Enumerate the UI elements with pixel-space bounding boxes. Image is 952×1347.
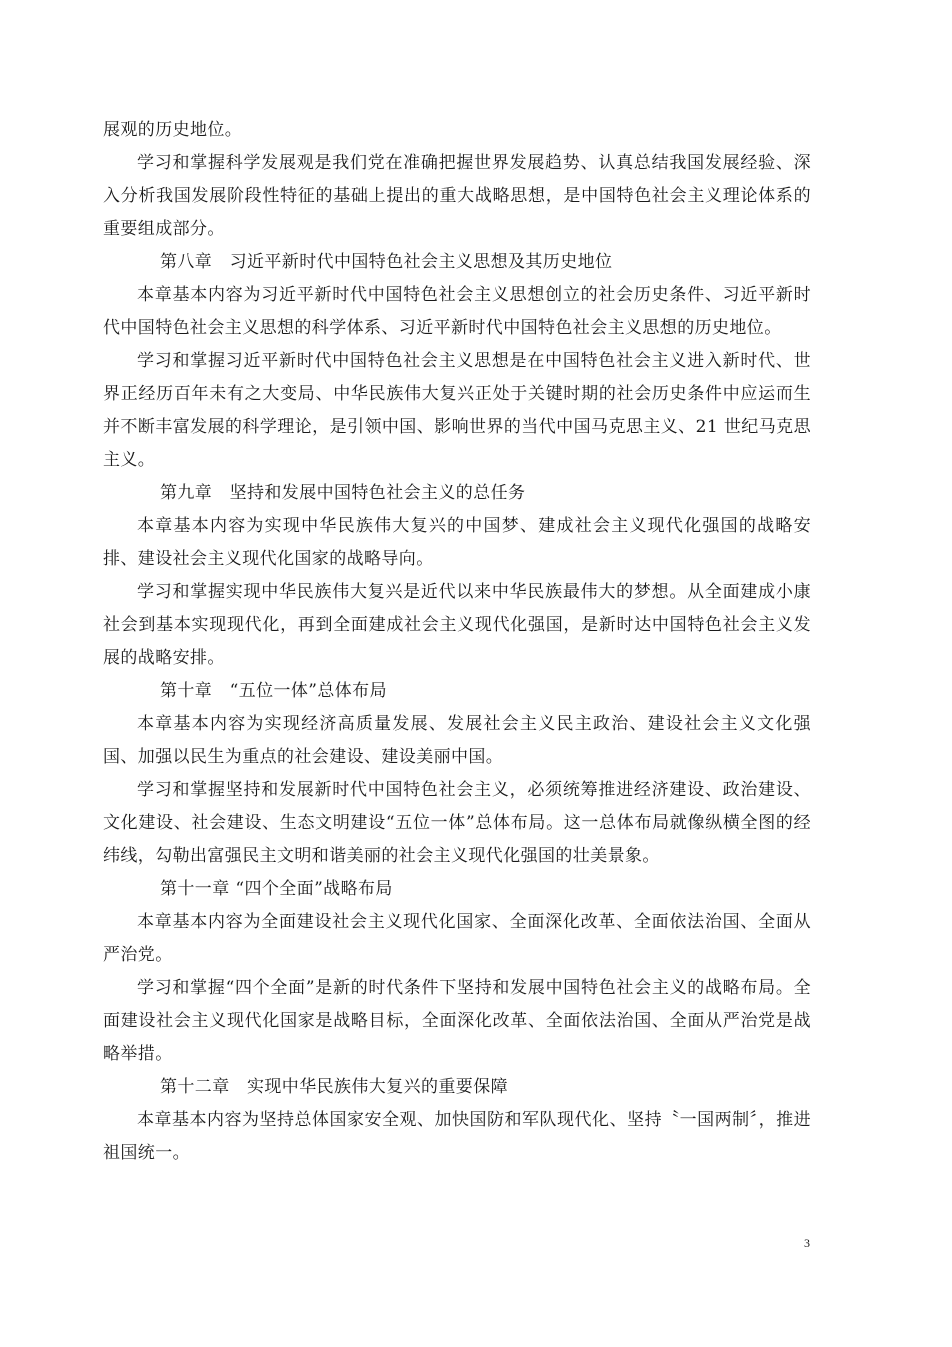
page-body	[103, 114, 811, 1170]
chapter-heading-12: 第十二章 实现中华民族伟大复兴的重要保障	[160, 1077, 508, 1097]
body-paragraph: 学习和掌握实现中华民族伟大复兴是近代以来中华民族最伟大的梦想。从全面建成小康社会到基本实现现代化，再到全面建成社会主义现代化强国，是新时达中国特色社会主义发展的战略安排。	[103, 582, 811, 668]
chapter-heading-10: 第十章 “五位一体”总体布局	[160, 681, 387, 701]
chapter-heading-8: 第八章 习近平新时代中国特色社会主义思想及其历史地位	[160, 252, 613, 272]
chapter-heading-9: 第九章 坚持和发展中国特色社会主义的总任务	[160, 483, 526, 503]
body-paragraph: 本章基本内容为习近平新时代中国特色社会主义思想创立的社会历史条件、习近平新时代中国特色社会主义思想的科学体系、习近平新时代中国特色社会主义思想的历史地位。	[103, 285, 811, 338]
chapter-heading-11: 第十一章 “四个全面”战略布局	[160, 879, 393, 899]
body-paragraph: 学习和掌握科学发展观是我们党在准确把握世界发展趋势、认真总结我国发展经验、深入分析我国发展阶段性特征的基础上提出的重大战略思想，是中国特色社会主义理论体系的重要组成部分。	[103, 153, 811, 239]
page-number: 3	[804, 1236, 810, 1250]
continued-paragraph: 展观的历史地位。	[103, 120, 243, 140]
body-paragraph: 学习和掌握“四个全面”是新的时代条件下坚持和发展中国特色社会主义的战略布局。全面建设社会主义现代化国家是战略目标，全面深化改革、全面依法治国、全面从严治党是战略举措。	[103, 978, 811, 1064]
body-paragraph: 本章基本内容为坚持总体国家安全观、加快国防和军队现代化、坚持〝一国两制〞，推进祖国统一。	[103, 1110, 811, 1163]
body-paragraph: 学习和掌握坚持和发展新时代中国特色社会主义，必须统筹推进经济建设、政治建设、文化建设、社会建设、生态文明建设“五位一体”总体布局。这一总体布局就像纵横全图的经纬线，勾勒出富强民主文明和谐美丽的社会主义现代化强国的壮美景象。	[103, 780, 811, 866]
body-paragraph: 学习和掌握习近平新时代中国特色社会主义思想是在中国特色社会主义进入新时代、世界正经历百年未有之大变局、中华民族伟大复兴正处于关键时期的社会历史条件中应运而生并不断丰富发展的科学理论，是引领中国、影响世界的当代中国马克思主义、21 世纪马克思主义。	[103, 351, 811, 470]
body-paragraph: 本章基本内容为实现中华民族伟大复兴的中国梦、建成社会主义现代化强国的战略安排、建设社会主义现代化国家的战略导向。	[103, 516, 811, 569]
body-paragraph: 本章基本内容为全面建设社会主义现代化国家、全面深化改革、全面依法治国、全面从严治党。	[103, 912, 811, 965]
body-paragraph: 本章基本内容为实现经济高质量发展、发展社会主义民主政治、建设社会主义文化强国、加强以民生为重点的社会建设、建设美丽中国。	[103, 714, 811, 767]
